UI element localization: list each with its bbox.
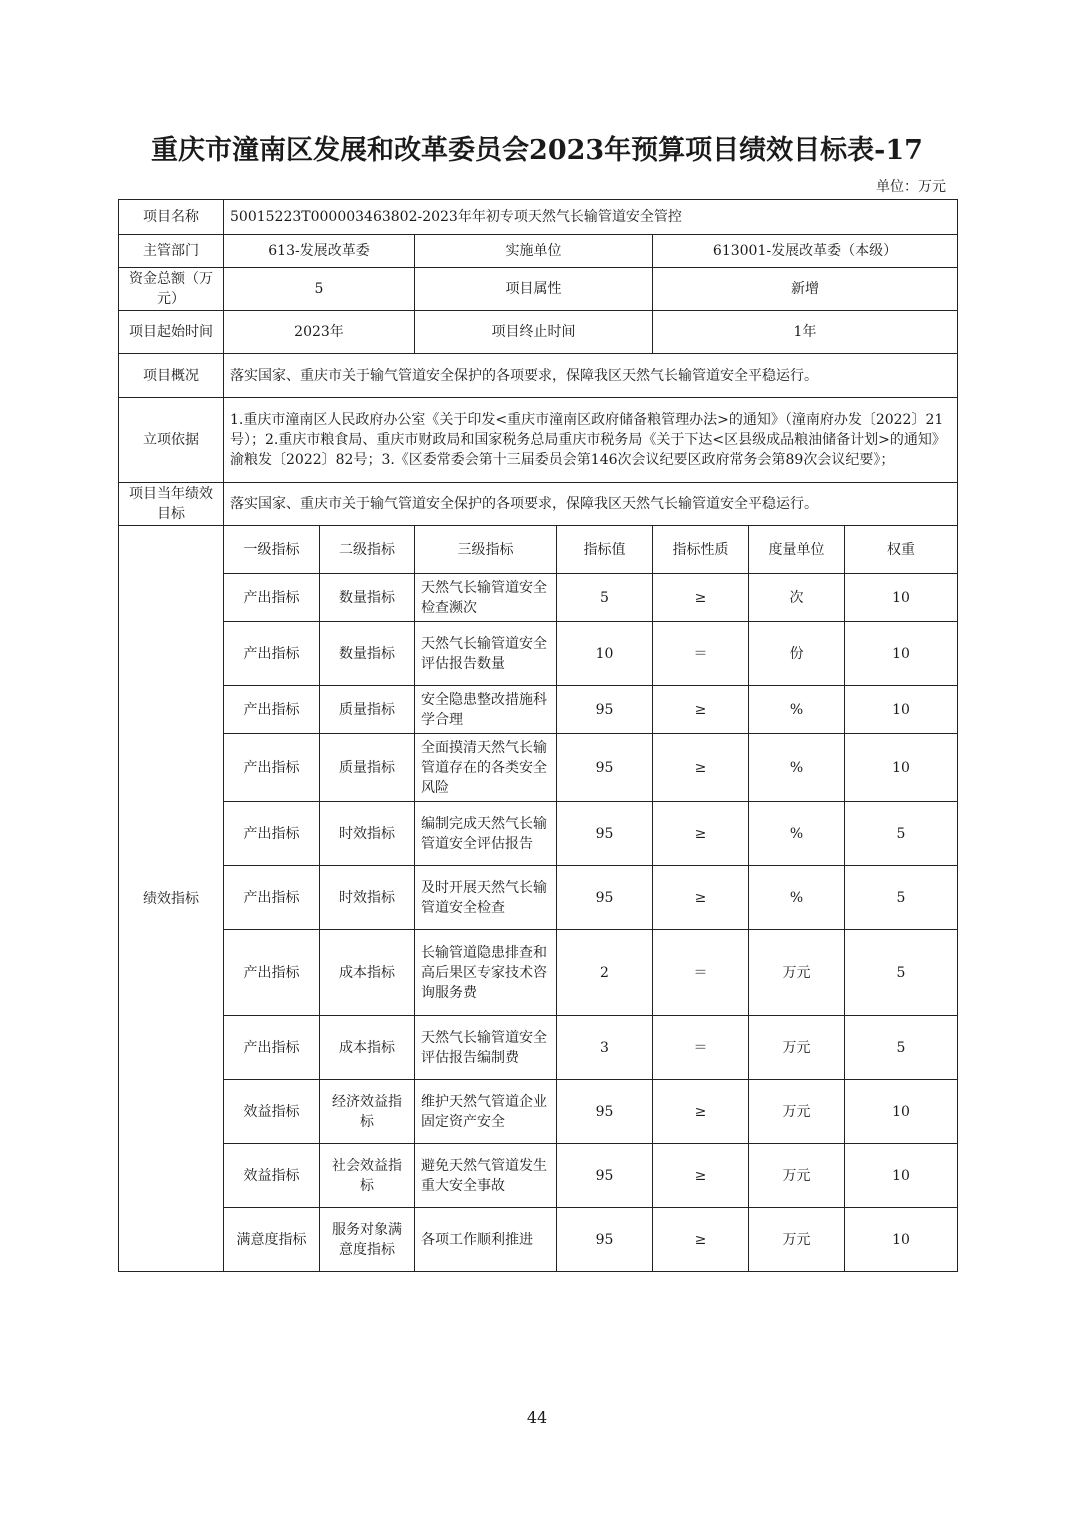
performance-target-table [118,199,958,1272]
indicator-weight: 5 [845,930,958,1016]
level3-indicator: 各项工作顺利推进 [415,1208,557,1272]
level3-indicator: 及时开展天然气长输管道安全检查 [415,866,557,930]
indicator-row [119,686,958,734]
level3-header: 三级指标 [415,526,557,574]
level3-indicator: 天然气长输管道安全评估报告数量 [415,622,557,686]
basis-value: 1.重庆市潼南区人民政府办公室《关于印发<重庆市潼南区政府储备粮管理办法>的通知》（潼南府办发〔2022〕21号）；2.重庆市粮食局、重庆市财政局和国家税务总局重庆市税务局《关于下达<区县级成品粮油储备计划>的通知》渝粮发〔2022〕82号；3.《区委常委会第十三届委员会第146次会议纪要区政府常务会第89次会议纪要》； [224,398,958,483]
level3-indicator: 天然气长输管道安全评估报告编制费 [415,1016,557,1080]
unit-label: 单位：万元 [876,179,946,195]
level1-indicator: 产出指标 [224,866,320,930]
level2-indicator: 质量指标 [320,734,415,802]
level3-indicator: 全面摸清天然气长输管道存在的各类安全风险 [415,734,557,802]
level1-indicator: 产出指标 [224,622,320,686]
basis-label: 立项依据 [119,398,224,483]
measure-unit: % [749,734,845,802]
level1-indicator: 产出指标 [224,574,320,622]
overview-label: 项目概况 [119,354,224,398]
row-basis [119,398,958,483]
indicator-nature: ≥ [653,574,749,622]
indicator-nature: ≥ [653,1144,749,1208]
indicator-weight: 10 [845,1144,958,1208]
goal-label: 项目当年绩效目标 [119,483,224,526]
measure-unit: 万元 [749,1144,845,1208]
indicator-row [119,1080,958,1144]
level3-indicator: 避免天然气管道发生重大安全事故 [415,1144,557,1208]
indicator-row [119,1144,958,1208]
page-number: 44 [526,1408,548,1427]
indicator-nature: ≥ [653,802,749,866]
level1-indicator: 效益指标 [224,1080,320,1144]
indicator-row [119,1208,958,1272]
level2-header: 二级指标 [320,526,415,574]
level1-indicator: 产出指标 [224,1016,320,1080]
indicator-nature: ≥ [653,686,749,734]
level1-indicator: 效益指标 [224,1144,320,1208]
indicator-nature: ＝ [653,622,749,686]
indicator-value: 2 [557,930,653,1016]
indicator-weight: 10 [845,1080,958,1144]
level2-indicator: 质量指标 [320,686,415,734]
indicator-weight: 10 [845,686,958,734]
measure-unit: 万元 [749,1208,845,1272]
indicator-value: 95 [557,866,653,930]
level1-indicator: 产出指标 [224,802,320,866]
indicator-weight: 5 [845,1016,958,1080]
row-period [119,311,958,354]
row-department [119,235,958,268]
level3-indicator: 天然气长输管道安全检查濒次 [415,574,557,622]
indicator-weight: 10 [845,1208,958,1272]
level1-indicator: 产出指标 [224,734,320,802]
indicator-nature: ＝ [653,930,749,1016]
level2-indicator: 数量指标 [320,622,415,686]
fund-label: 资金总额（万元） [119,268,224,311]
indicator-nature: ≥ [653,734,749,802]
indicator-value: 95 [557,1208,653,1272]
level2-indicator: 经济效益指标 [320,1080,415,1144]
start-value: 2023年 [224,311,415,354]
fund-value: 5 [224,268,415,311]
indicator-row [119,866,958,930]
goal-value: 落实国家、重庆市关于输气管道安全保护的各项要求，保障我区天然气长输管道安全平稳运行。 [224,483,958,526]
indicator-row [119,1016,958,1080]
indicator-nature: ≥ [653,866,749,930]
impl-value: 613001-发展改革委（本级） [653,235,958,268]
performance-section-label: 绩效指标 [119,526,224,1272]
start-label: 项目起始时间 [119,311,224,354]
level1-indicator: 产出指标 [224,686,320,734]
indicator-row [119,622,958,686]
level2-indicator: 社会效益指标 [320,1144,415,1208]
level3-indicator: 维护天然气管道企业固定资产安全 [415,1080,557,1144]
level2-indicator: 时效指标 [320,802,415,866]
indicator-weight: 10 [845,622,958,686]
level1-indicator: 产出指标 [224,930,320,1016]
dept-value: 613-发展改革委 [224,235,415,268]
indicator-nature: ＝ [653,1016,749,1080]
level2-indicator: 时效指标 [320,866,415,930]
indicator-value: 95 [557,734,653,802]
row-fund [119,268,958,311]
dept-label: 主管部门 [119,235,224,268]
level2-indicator: 成本指标 [320,930,415,1016]
measure-unit: % [749,686,845,734]
indicator-nature: ≥ [653,1208,749,1272]
indicator-weight: 10 [845,734,958,802]
level3-indicator: 编制完成天然气长输管道安全评估报告 [415,802,557,866]
indicator-weight: 5 [845,802,958,866]
indicator-row [119,930,958,1016]
row-goal [119,483,958,526]
impl-label: 实施单位 [415,235,653,268]
measure-unit: 万元 [749,1080,845,1144]
measure-unit: 万元 [749,930,845,1016]
attr-label: 项目属性 [415,268,653,311]
level1-header: 一级指标 [224,526,320,574]
level2-indicator: 数量指标 [320,574,415,622]
project-name-label: 项目名称 [119,200,224,235]
nature-header: 指标性质 [653,526,749,574]
indicator-header-row [119,526,958,574]
level2-indicator: 服务对象满意度指标 [320,1208,415,1272]
indicator-row [119,802,958,866]
attr-value: 新增 [653,268,958,311]
indicator-value: 95 [557,1144,653,1208]
value-header: 指标值 [557,526,653,574]
indicator-row [119,574,958,622]
row-overview [119,354,958,398]
measure-unit: 万元 [749,1016,845,1080]
end-label: 项目终止时间 [415,311,653,354]
measure-unit: % [749,802,845,866]
indicator-value: 95 [557,686,653,734]
measure-unit: 份 [749,622,845,686]
indicator-weight: 10 [845,574,958,622]
project-name-value: 50015223T000003463802-2023年年初专项天然气长输管道安全管控 [224,200,958,235]
level2-indicator: 成本指标 [320,1016,415,1080]
indicator-value: 10 [557,622,653,686]
end-value: 1年 [653,311,958,354]
weight-header: 权重 [845,526,958,574]
level1-indicator: 满意度指标 [224,1208,320,1272]
overview-value: 落实国家、重庆市关于输气管道安全保护的各项要求，保障我区天然气长输管道安全平稳运行。 [224,354,958,398]
indicator-nature: ≥ [653,1080,749,1144]
level3-indicator: 长输管道隐患排查和高后果区专家技术咨询服务费 [415,930,557,1016]
indicator-value: 95 [557,802,653,866]
level3-indicator: 安全隐患整改措施科学合理 [415,686,557,734]
indicator-value: 5 [557,574,653,622]
measure-unit: % [749,866,845,930]
measure-unit: 次 [749,574,845,622]
indicator-row [119,734,958,802]
indicator-weight: 5 [845,866,958,930]
indicator-value: 3 [557,1016,653,1080]
page-title: 重庆市潼南区发展和改革委员会2023年预算项目绩效目标表-17 [151,135,923,166]
unit-header: 度量单位 [749,526,845,574]
indicator-value: 95 [557,1080,653,1144]
row-project-name [119,200,958,235]
